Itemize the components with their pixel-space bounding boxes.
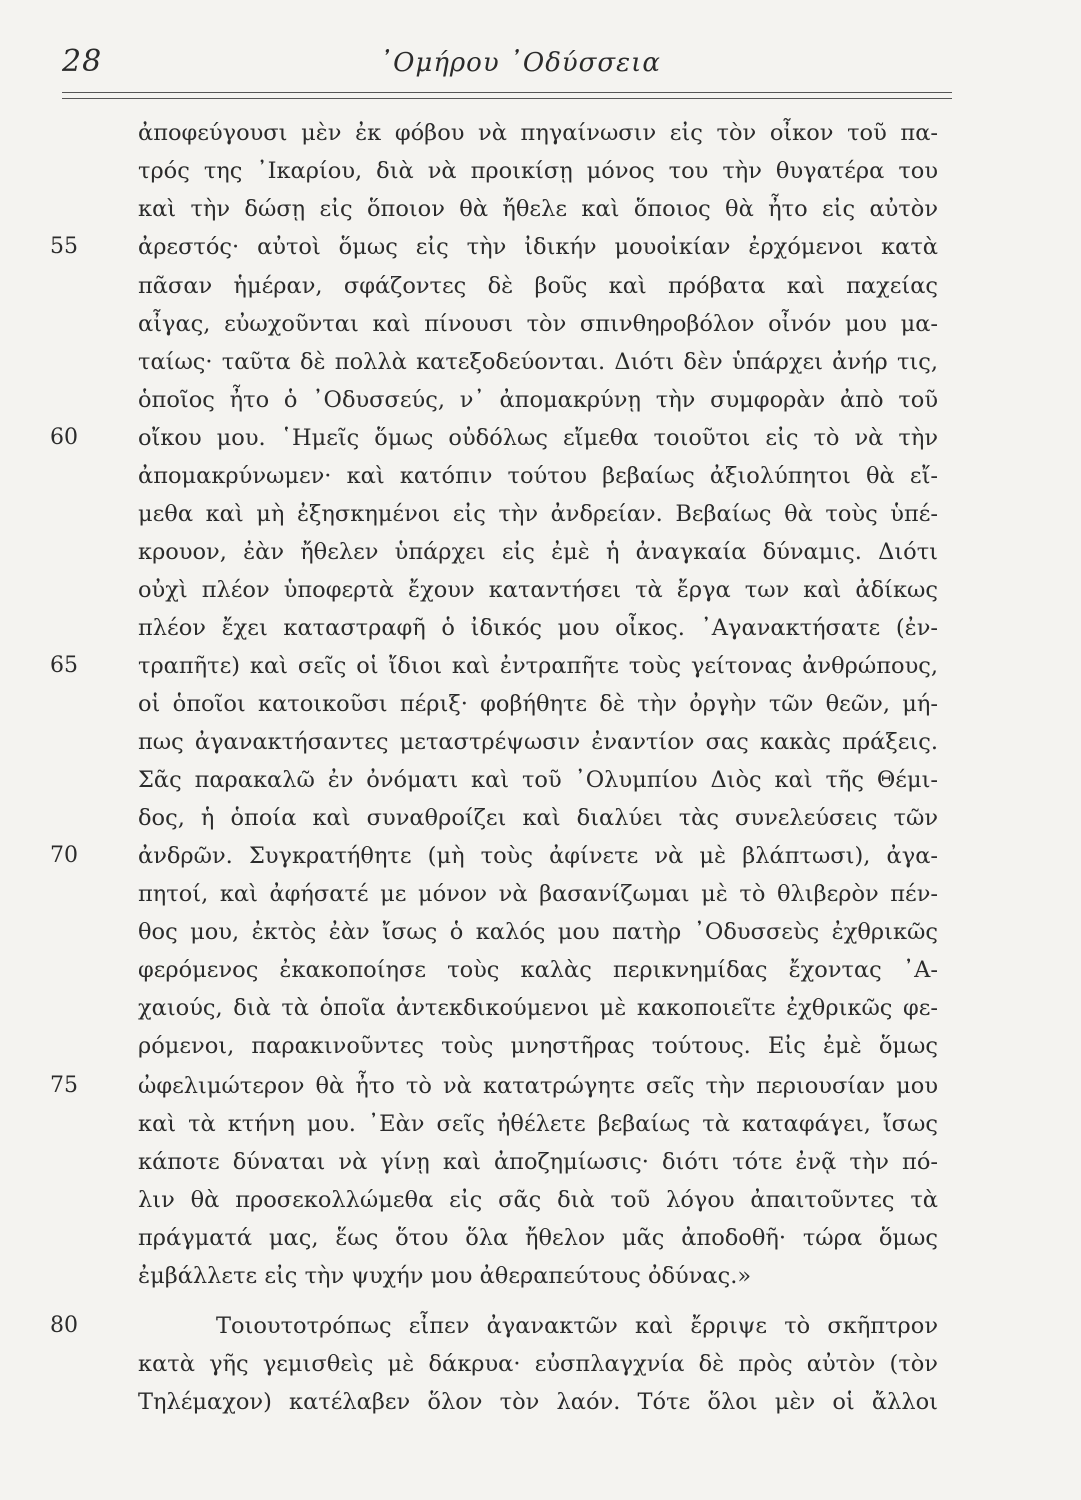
line-number: 65 <box>50 653 78 678</box>
text-line: καὶ τὴν δώσῃ εἰς ὅποιον θὰ ἤθελε καὶ ὅποιος θὰ ἦτο εἰς αὐτὸν <box>138 196 938 222</box>
text-line: κατὰ γῆς γεμισθεὶς μὲ δάκρυα· εὐσπλαγχνία δὲ πρὸς αὐτὸν (τὸν <box>138 1351 938 1377</box>
text-line: μεθα καὶ μὴ ἐξησκημένοι εἰς τὴν ἀνδρείαν. Βεβαίως θὰ τοὺς ὑπέ- <box>138 501 938 527</box>
text-line: ρόμενοι, παρακινοῦντες τοὺς μνηστῆρας τούτους. Εἰς ἐμὲ ὅμως <box>138 1033 938 1059</box>
text-line: δος, ἡ ὁποία καὶ συναθροίζει καὶ διαλύει τὰς συνελεύσεις τῶν <box>138 805 938 831</box>
text-line: καὶ τὰ κτήνη μου. ᾿Εὰν σεῖς ἠθέλετε βεβαίως τὰ καταφάγει, ἴσως <box>138 1111 938 1137</box>
text-line: φερόμενος ἐκακοποίησε τοὺς καλὰς περικνημίδας ἔχοντας ᾿Α- <box>138 957 938 983</box>
text-line: κάποτε δύναται νὰ γίνῃ καὶ ἀποζημίωσις· διότι τότε ἐνᾷ τὴν πό- <box>138 1149 938 1175</box>
text-line: ἀνδρῶν. Συγκρατήθητε (μὴ τοὺς ἀφίνετε νὰ μὲ βλάπτωσι), ἀγα- <box>138 843 938 869</box>
text-line: οἴκου μου. ῾Ημεῖς ὅμως οὐδόλως εἴμεθα τοιοῦτοι εἰς τὸ νὰ τὴν <box>138 425 938 451</box>
text-line: χαιούς, διὰ τὰ ὁποῖα ἀντεκδικούμενοι μὲ κακοποιεῖτε ἐχθρικῶς φε- <box>138 995 938 1021</box>
page-number: 28 <box>62 44 103 79</box>
text-line: πᾶσαν ἡμέραν, σφάζοντες δὲ βοῦς καὶ πρόβατα καὶ παχείας <box>138 273 938 299</box>
header-rule-thin <box>62 98 952 99</box>
text-line: τραπῆτε) καὶ σεῖς οἱ ἴδιοι καὶ ἐντραπῆτε τοὺς γείτονας ἀνθρώπους, <box>138 653 938 679</box>
text-line: οἱ ὁποῖοι κατοικοῦσι πέριξ· φοβήθητε δὲ τὴν ὀργὴν τῶν θεῶν, μή- <box>138 691 938 717</box>
text-line: ἀρεστός· αὐτοὶ ὅμως εἰς τὴν ἰδικήν μουοἰκίαν ἐρχόμενοι κατὰ <box>138 234 938 260</box>
text-line: πλέον ἔχει καταστραφῆ ὁ ἰδικός μου οἶκος. ᾿Αγανακτήσατε (ἐν- <box>138 615 938 641</box>
text-line: πητοί, καὶ ἀφήσατέ με μόνον νὰ βασανίζωμαι μὲ τὸ θλιβερὸν πέν- <box>138 881 938 907</box>
text-line: ταίως· ταῦτα δὲ πολλὰ κατεξοδεύονται. Διότι δὲν ὑπάρχει ἀνήρ τις, <box>138 349 938 375</box>
text-line: ὠφελιμώτερον θὰ ἦτο τὸ νὰ κατατρώγητε σεῖς τὴν περιουσίαν μου <box>138 1073 938 1099</box>
text-line: ἐμβάλλετε εἰς τὴν ψυχήν μου ἀθεραπεύτους ὀδύνας.» <box>138 1263 752 1289</box>
running-title: ᾿Ομήρου ᾿Οδύσσεια <box>379 48 661 78</box>
text-line: Τοιουτοτρόπως εἶπεν ἀγανακτῶν καὶ ἔρριψε τὸ σκῆπτρον <box>216 1313 938 1339</box>
line-number: 55 <box>50 234 78 259</box>
text-line: αἶγας, εὐωχοῦνται καὶ πίνουσι τὸν σπινθηροβόλον οἶνόν μου μα- <box>138 311 938 337</box>
text-line: Σᾶς παρακαλῶ ἐν ὀνόματι καὶ τοῦ ᾿Ολυμπίου Διὸς καὶ τῆς Θέμι- <box>138 767 938 793</box>
text-line: λιν θὰ προσεκολλώμεθα εἰς σᾶς διὰ τοῦ λόγου ἀπαιτοῦντες τὰ <box>138 1187 938 1213</box>
text-line: τρός της ᾿Ικαρίου, διὰ νὰ προικίσῃ μόνος του τὴν θυγατέρα του <box>138 158 938 184</box>
text-line: οὐχὶ πλέον ὑποφερτὰ ἔχουν καταντήσει τὰ ἔργα των καὶ ἀδίκως <box>138 577 938 603</box>
text-line: κρουον, ἐὰν ἤθελεν ὑπάρχει εἰς ἐμὲ ἡ ἀναγκαία δύναμις. Διότι <box>138 539 938 565</box>
line-number: 80 <box>50 1313 78 1338</box>
text-line: Τηλέμαχον) κατέλαβεν ὅλον τὸν λαόν. Τότε ὅλοι μὲν οἱ ἄλλοι <box>138 1389 938 1415</box>
text-line: θος μου, ἐκτὸς ἐὰν ἴσως ὁ καλός μου πατὴρ ᾿Οδυσσεὺς ἐχθρικῶς <box>138 919 938 945</box>
header-rule <box>62 92 952 93</box>
line-number: 70 <box>50 843 78 868</box>
text-line: πως ἀγανακτήσαντες μεταστρέψωσιν ἐναντίον σας κακὰς πράξεις. <box>138 729 938 755</box>
text-line: ὁποῖος ἦτο ὁ ᾿Οδυσσεύς, ν᾿ ἀπομακρύνῃ τὴν συμφορὰν ἀπὸ τοῦ <box>138 387 938 413</box>
line-number: 75 <box>50 1073 78 1098</box>
line-number: 60 <box>50 425 78 450</box>
text-line: πράγματά μας, ἕως ὅτου ὅλα ἤθελον μᾶς ἀποδοθῆ· τώρα ὅμως <box>138 1225 938 1251</box>
text-line: ἀπομακρύνωμεν· καὶ κατόπιν τούτου βεβαίως ἀξιολύπητοι θὰ εἴ- <box>138 463 938 489</box>
text-line: ἀποφεύγουσι μὲν ἐκ φόβου νὰ πηγαίνωσιν εἰς τὸν οἶκον τοῦ πα- <box>138 120 938 146</box>
